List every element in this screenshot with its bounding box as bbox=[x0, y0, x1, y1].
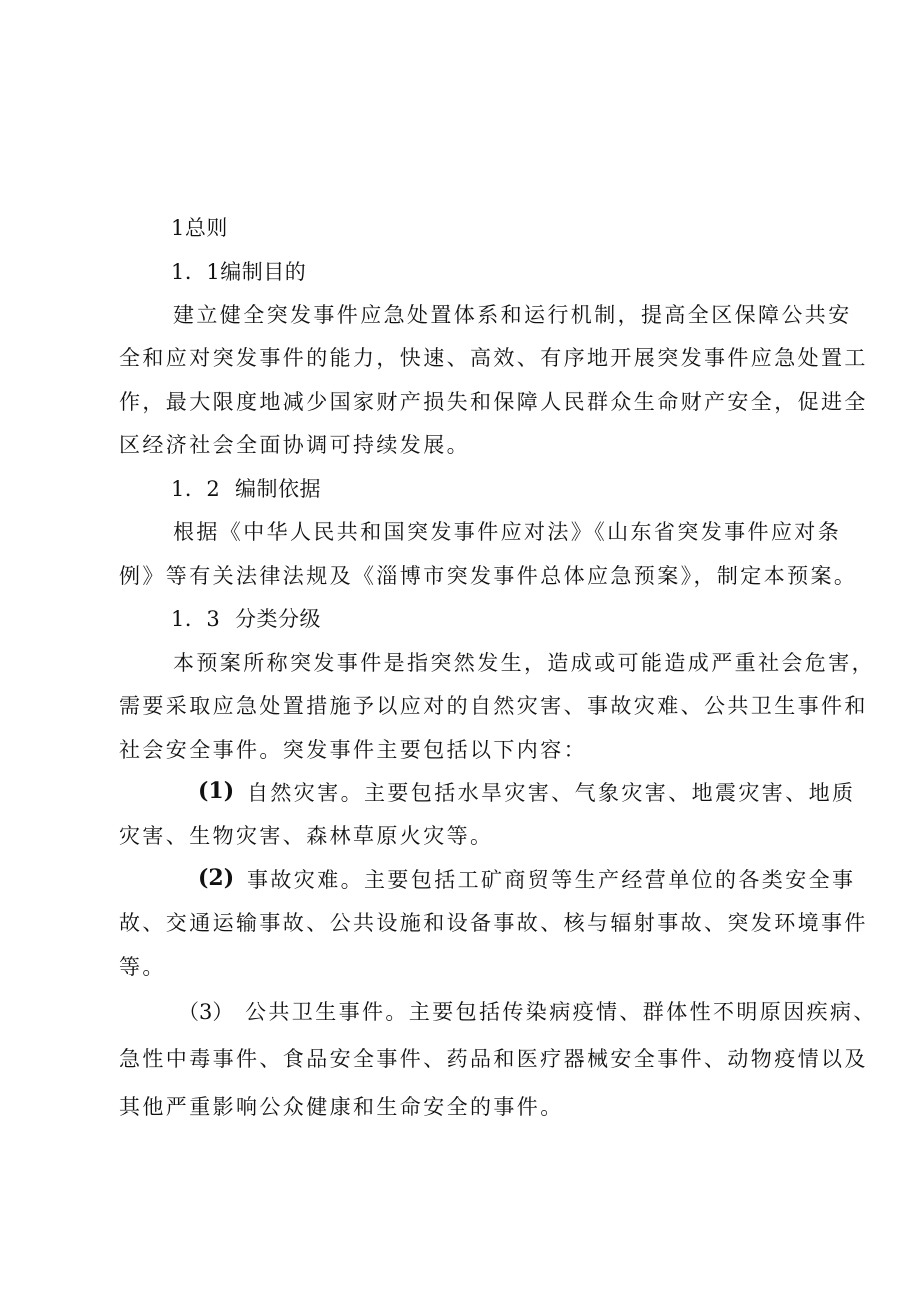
item1-number: (1) bbox=[198, 778, 235, 804]
item2-line: 故、交通运输事故、公共设施和设备事故、核与辐射事故、突发环境事件 bbox=[119, 911, 868, 935]
item3-line: 急性中毒事件、食品安全事件、药品和医疗器械安全事件、动物疫情以及 bbox=[119, 1047, 868, 1071]
item2-line: 事故灾难。主要包括工矿商贸等生产经营单位的各类安全事 bbox=[247, 868, 856, 892]
item3-number: （3） bbox=[178, 1000, 234, 1024]
para-purpose-line: 全和应对突发事件的能力，快速、高效、有序地开展突发事件应急处置工 bbox=[119, 346, 868, 370]
item1-line: 灾害、生物灾害、森林草原火灾等。 bbox=[119, 824, 494, 848]
item3-line: 公共卫生事件。主要包括传染病疫情、群体性不明原因疾病、 bbox=[245, 1000, 877, 1024]
item1-line: 自然灾害。主要包括水旱灾害、气象灾害、地震灾害、地质 bbox=[247, 781, 856, 805]
para-basis-line: 例》等有关法律法规及《淄博市突发事件总体应急预案》，制定本预案。 bbox=[119, 564, 858, 588]
para-purpose-line: 作，最大限度地减少国家财产损失和保障人民群众生命财产安全，促进全 bbox=[119, 390, 868, 414]
heading-basis-number: 1．2 bbox=[171, 477, 221, 501]
heading-purpose: 1．1编制目的 bbox=[171, 260, 307, 284]
item2-number: (2) bbox=[198, 865, 235, 891]
heading-general: 1总则 bbox=[171, 216, 228, 240]
para-classification-line: 需要采取应急处置措施予以应对的自然灾害、事故灾难、公共卫生事件和 bbox=[119, 694, 868, 718]
heading-basis-title: 编制依据 bbox=[235, 477, 321, 501]
para-purpose-line: 区经济社会全面协调可持续发展。 bbox=[119, 433, 470, 457]
para-classification-line: 本预案所称突发事件是指突然发生，造成或可能造成严重社会危害， bbox=[173, 651, 875, 675]
item2-line: 等。 bbox=[119, 955, 166, 979]
para-purpose-line: 建立健全突发事件应急处置体系和运行机制，提高全区保障公共安 bbox=[173, 303, 852, 327]
item3-line: 其他严重影响公众健康和生命安全的事件。 bbox=[119, 1095, 564, 1119]
heading-classification-title: 分类分级 bbox=[235, 607, 321, 631]
para-basis-line: 根据《中华人民共和国突发事件应对法》《山东省突发事件应对条 bbox=[173, 520, 842, 544]
heading-classification-number: 1．3 bbox=[171, 607, 221, 631]
para-classification-line: 社会安全事件。突发事件主要包括以下内容： bbox=[119, 738, 587, 762]
